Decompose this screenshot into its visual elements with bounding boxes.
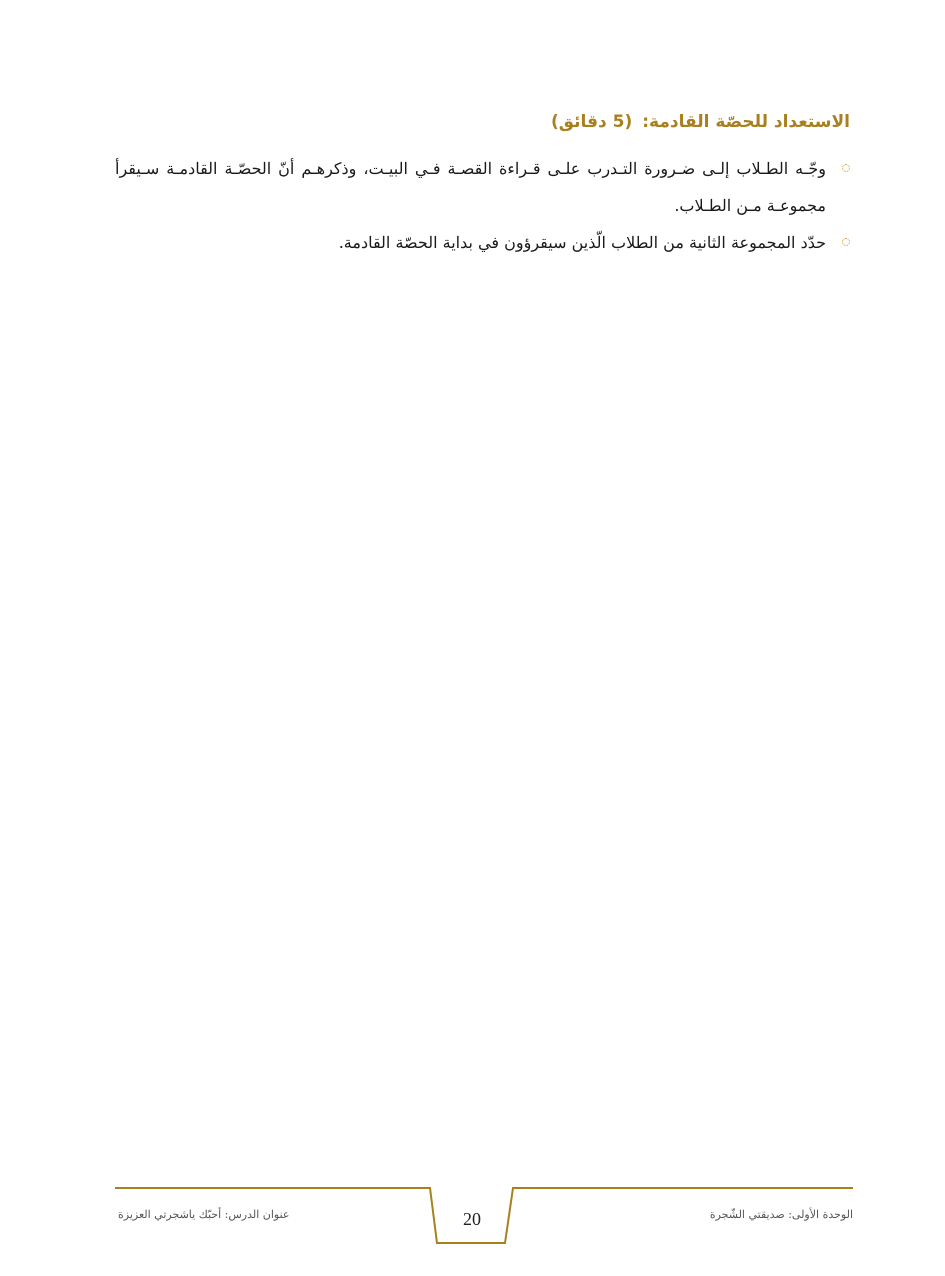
list-item-text: وجّـه الطـلاب إلـى ضـرورة التـدرب علـى قـراءة القصـة فـي البيـت، وذكرهـم أنّ الحصّـة القادمـة سـيقرأ مجموعـة مـن الطـلاب. xyxy=(115,159,826,215)
bullet-icon xyxy=(842,164,850,172)
section-heading xyxy=(551,112,850,132)
list-item-text: حدّد المجموعة الثانية من الطلاب الّذين سيقرؤون في بداية الحصّة القادمة. xyxy=(338,233,826,252)
list-item xyxy=(115,150,850,224)
unit-title: الوحدة الأولى: صديقتي الشّجرة xyxy=(709,1208,853,1221)
page-number: 20 xyxy=(463,1209,481,1229)
lesson-title: عنوان الدرس: أحبّك ياشجرتي العزيزة xyxy=(118,1208,290,1221)
section-title: الاستعداد للحصّة القادمة: xyxy=(642,112,850,132)
list-item xyxy=(115,224,850,261)
section-duration: (5 دقائق) xyxy=(551,112,633,132)
instruction-list xyxy=(115,150,850,261)
bullet-icon xyxy=(842,238,850,246)
